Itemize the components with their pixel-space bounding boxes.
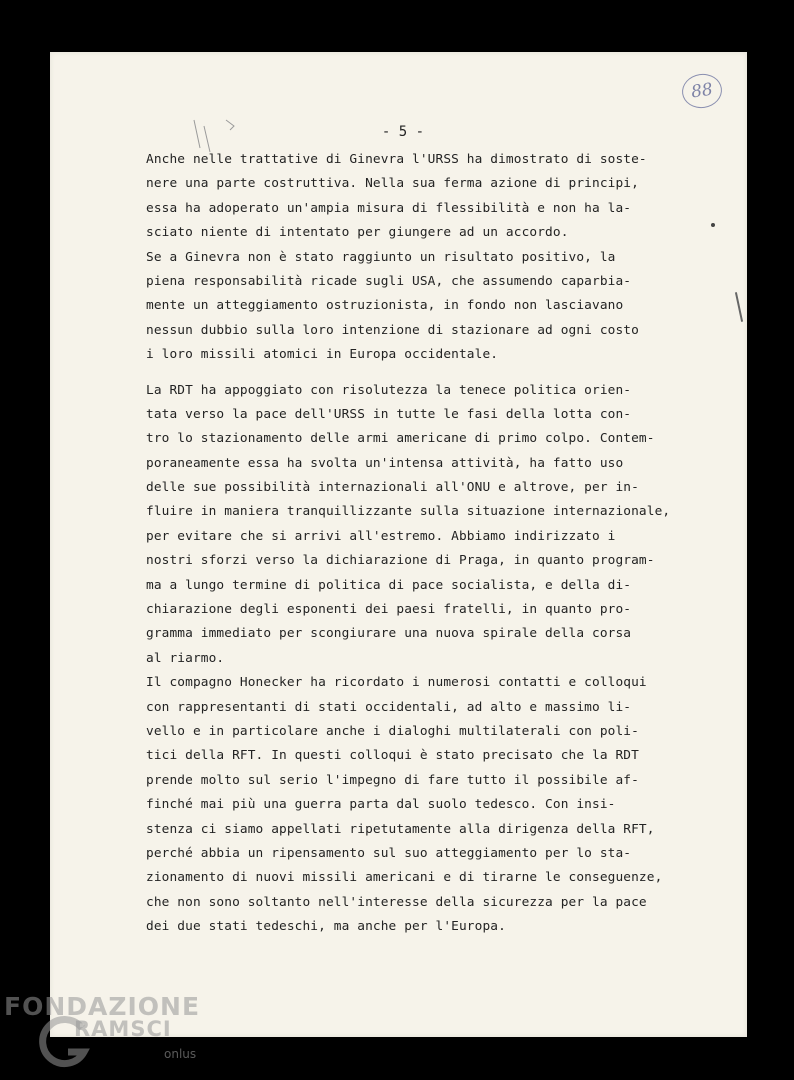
text-line: Anche nelle trattative di Ginevra l'URSS ha dimostrato di soste-	[146, 152, 647, 167]
paragraph	[146, 148, 746, 368]
text-line: i loro missili atomici in Europa occidentale.	[146, 347, 499, 363]
text-line: nessun dubbio sulla loro intenzione di stazionare ad ogni costo	[146, 322, 639, 338]
text-line: delle sue possibilità internazionali all'ONU e altrove, per in-	[146, 480, 639, 496]
text-line: mente un atteggiamento ostruzionista, in fondo non lasciavano	[146, 298, 624, 314]
text-line: poraneamente essa ha svolta un'intensa attività, ha fatto uso	[146, 455, 624, 471]
text-line: tici della RFT. In questi colloqui è stato precisato che la RDT	[146, 748, 639, 764]
text-line: finché mai più una guerra parta dal suolo tedesco. Con insi-	[146, 797, 616, 813]
archive-number-stamp: 88	[680, 71, 724, 110]
text-line: essa ha adoperato un'ampia misura di flessibilità e non ha la-	[146, 200, 632, 216]
text-line: dei due stati tedeschi, ma anche per l'Europa.	[146, 919, 506, 935]
text-line: Se a Ginevra non è stato raggiunto un risultato positivo, la	[146, 249, 616, 265]
watermark-line1: FONDAZIONE	[4, 992, 201, 1021]
paragraph	[146, 379, 746, 940]
text-line: gramma immediato per scongiurare una nuova spirale della corsa	[146, 626, 632, 642]
text-line: con rappresentanti di stati occidentali, ad alto e massimo li-	[146, 699, 632, 715]
text-line: piena responsabilità ricade sugli USA, che assumendo caparbia-	[146, 273, 632, 289]
text-line: perché abbia un ripensamento sul suo atteggiamento per lo sta-	[146, 845, 632, 861]
paragraph-gap	[146, 368, 746, 379]
text-line: La RDT ha appoggiato con risolutezza la tenece politica orien-	[146, 382, 632, 398]
watermark-line2: RAMSCI	[74, 1017, 172, 1041]
document-body	[146, 148, 746, 940]
text-line: fluire in maniera tranquillizzante sulla situazione internazionale,	[146, 504, 671, 520]
text-line: zionamento di nuovi missili americani e di tirarne le conseguenze,	[146, 870, 663, 886]
text-line: chiarazione degli esponenti dei paesi fratelli, in quanto pro-	[146, 602, 632, 618]
fondazione-gramsci-watermark	[4, 992, 204, 1072]
text-line: vello e in particolare anche i dialoghi multilaterali con poli-	[146, 723, 639, 739]
text-line: tata verso la pace dell'URSS in tutte le fasi della lotta con-	[146, 406, 632, 422]
text-line: nostri sforzi verso la dichiarazione di Praga, in quanto program-	[146, 553, 655, 569]
text-line: per evitare che si arrivi all'estremo. Abbiamo indirizzato i	[146, 528, 616, 544]
text-line: prende molto sul serio l'impegno di fare tutto il possibile af-	[146, 772, 639, 788]
text-line: nere una parte costruttiva. Nella sua ferma azione di principi,	[146, 176, 639, 192]
page-number: - 5 -	[381, 124, 425, 140]
text-line: ma a lungo termine di politica di pace socialista, e della di-	[146, 577, 632, 593]
text-line: Il compagno Honecker ha ricordato i numerosi contatti e colloqui	[146, 675, 647, 691]
text-line: che non sono soltanto nell'interesse della sicurezza per la pace	[146, 894, 647, 910]
text-line: stenza ci siamo appellati ripetutamente alla dirigenza della RFT,	[146, 821, 655, 837]
text-line: sciato niente di intentato per giungere ad un accordo.	[146, 225, 569, 241]
text-line: tro lo stazionamento delle armi americane di primo colpo. Contem-	[146, 431, 655, 447]
watermark-line3: onlus	[164, 1047, 197, 1061]
text-line: al riarmo.	[146, 650, 225, 666]
